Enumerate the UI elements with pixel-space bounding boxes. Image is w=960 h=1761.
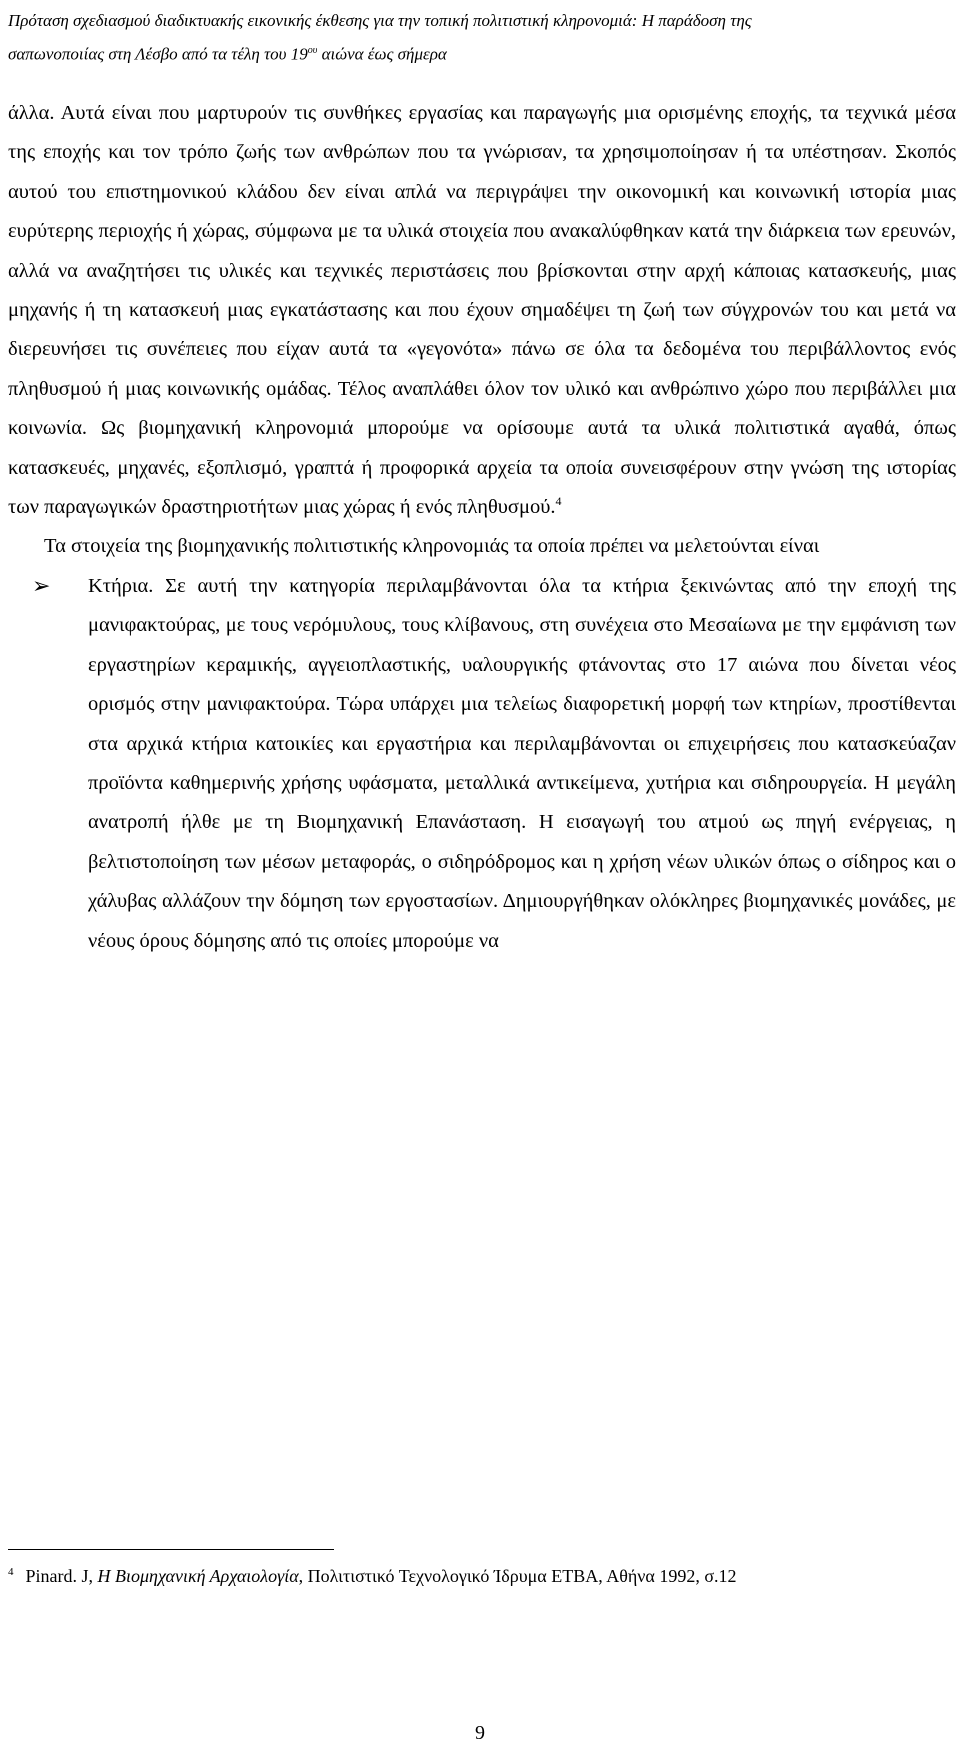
footnote-separator xyxy=(8,1549,334,1550)
footnote-number: 4 xyxy=(8,1566,14,1578)
bullet-item-text: Κτήρια. Σε αυτή την κατηγορία περιλαμβάνονται όλα τα κτήρια ξεκινώντας από την εποχή της μανιφακτούρας, με τους νερόμυλους, τους κλίβανους, στη συνέχεια στο Μεσαίωνα με την εμφάνιση των εργαστηρίων κεραμικής, αγγειοπλαστικής, υαλουργικής φτάνοντας στο 17 αιώνα που δίνεται νέος ορισμός στην μανιφακτούρα. Τώρα υπάρχει μια τελείως διαφορετική μορφή των κτηρίων, προστίθενται στα αρχικά κτήρια κατοικίες και εργαστήρια και περιλαμβάνονται οι επιχειρήσεις που κατασκεύαζαν προϊόντα καθημερινής χρήσης υφάσματα, μεταλλικά αντικείμενα, χυτήρια και σιδηρουργεία. Η μεγάλη ανατροπή ήλθε με τη Βιομηχανική Επανάσταση. Η εισαγωγή του ατμού ως πηγή ενέργειας, η βελτιστοποίηση των μέσων μεταφοράς, ο σιδηρόδρομος και η χρήση νέων υλικών όπως ο σίδηρος και ο χάλυβας αλλάζουν την δόμηση των εργοστασίων. Δημιουργήθηκαν ολόκληρες βιομηχανικές μονάδες, με νέους όρους δόμησης από τις οποίες μπορούμε να xyxy=(88,574,956,952)
paragraph-2: Τα στοιχεία της βιομηχανικής πολιτιστικής κληρονομιάς τα οποία πρέπει να μελετούνται είναι xyxy=(44,535,820,558)
arrow-bullet-icon: ➢ xyxy=(32,573,51,599)
body-text xyxy=(8,94,956,961)
running-header xyxy=(8,6,958,70)
footnote-book-title: Η Βιομηχανική Αρχαιολογία xyxy=(97,1566,299,1586)
header-line-2-start: σαπωνοποιίας στη Λέσβο από τα τέλη του 19 xyxy=(8,44,308,64)
header-line-2 xyxy=(8,36,958,70)
header-superscript: ου xyxy=(307,45,318,56)
bullet-item-buildings xyxy=(8,567,956,961)
header-line-2-end: αιώνα έως σήμερα xyxy=(317,44,447,64)
paragraph-1 xyxy=(8,94,956,527)
page-number: 9 xyxy=(475,1722,485,1744)
footnote-publication: , Πολιτιστικό Τεχνολογικό Ίδρυμα ΕΤΒΑ, Αθήνα 1992, σ.12 xyxy=(298,1566,737,1586)
footnote-author: Pinard. J, xyxy=(25,1566,98,1586)
footnote xyxy=(8,1561,956,1587)
footnote-reference[interactable]: 4 xyxy=(555,494,562,509)
paragraph-1-text: άλλα. Αυτά είναι που μαρτυρούν τις συνθήκες εργασίας και παραγωγής μια ορισμένης εποχής, τα τεχνικά μέσα της εποχής και τον τρόπο ζωής των ανθρώπων που τα γνώρισαν, τα χρησιμοποίησαν ή τα υπέστησαν. Σκοπός αυτού του επιστημονικού κλάδου δεν είναι απλά να περιγράψει την οικονομική και κοινωνική ιστορία μιας ευρύτερης περιοχής ή χώρας, σύμφωνα με τα υλικά στοιχεία που ανακαλύφθηκαν κατά την διάρκεια των ερευνών, αλλά να αναζητήσει τις υλικές και τεχνικές περιστάσεις που βρίσκονται στην αρχή κάποιας κατασκευής, μιας μηχανής ή τη κατασκευή μιας εγκατάστασης και που έχουν σημαδέψει τη ζωή των σύγχρονών του και μετά να διερευνήσει τις συνέπειες που είχαν αυτά τα «γεγονότα» πάνω σε όλα τα δεδομένα του περιβάλλοντος ενός πληθυσμού ή μιας κοινωνικής ομάδας. Τέλος αναπλάθει όλον τον υλικό και ανθρώπινο χώρο που περιβάλλει μια κοινωνία. Ως βιομηχανική κληρονομιά μπορούμε να ορίσουμε αυτά τα υλικά πολιτιστικά αγαθά, όπως κατασκευές, μηχανές, εξοπλισμό, γραπτά ή προφορικά αρχεία τα οποία συνεισφέρουν στην γνώση της ιστορίας των παραγωγικών δραστηριοτήτων μιας χώρας ή ενός πληθυσμού. xyxy=(8,102,956,519)
header-line-1: Πρόταση σχεδιασμού διαδικτυακής εικονικής έκθεσης για την τοπική πολιτιστική κληρονομιά: Η παράδοση της xyxy=(8,11,752,30)
